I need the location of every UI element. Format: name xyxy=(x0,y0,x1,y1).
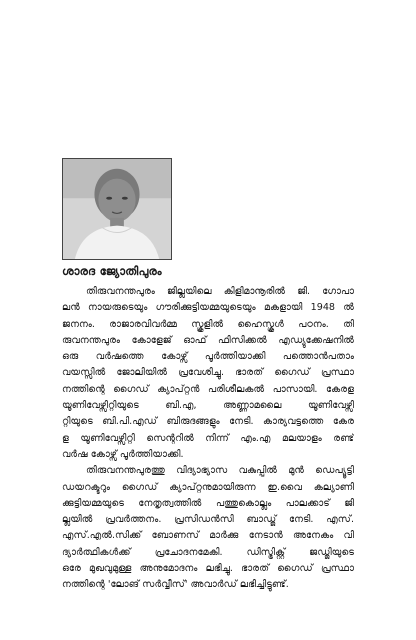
bio-line: ഡയറക്ടറും ഗൈഡ് ക്യാപ്റ്റനുമായിരുന്ന ഇ.വൈ കല്യാണി xyxy=(62,481,354,493)
bio-line: നത്തിന്റെ 'ലോങ് സർവ്വീസ്' അവാർഡ് ലഭിച്ചിട്ടുണ്ട്. xyxy=(62,579,289,591)
bio-line: നത്തിന്റെ ഗൈഡ് ക്യാപ്റ്റൻ പരിശീലകൽ പാസായി. കേരള xyxy=(62,383,354,395)
bio-line: റ്റിയുടെ ബി.പി.എഡ് ബിരുദങ്ങളും നേടി. കാര്യവട്ടത്തെ കേര xyxy=(62,416,354,428)
bio-line: ലൻ നായരുടെയും ഗൗരിക്കുട്ടിയമ്മയുടെയും മകളായി 1948 ൽ xyxy=(62,302,354,314)
bio-line: വർഷ കോഴ്സ് പൂർത്തിയാക്കി. xyxy=(62,448,184,460)
bio-line: തിരുവനന്തപുരം ജില്ലയിലെ കിളിമാനൂരിൽ ജി. ഗോപാ xyxy=(86,286,354,297)
bio-line: ജനനം. രാജാരവിവർമ്മ സ്കൂളിൽ ഹൈസ്കൂൾ പഠനം. തി xyxy=(62,318,354,330)
bio-line: യൂണിവേഴ്സിറ്റിയുടെ ബി.എ, അണ്ണാമലൈ യൂണിവേഴ്സി xyxy=(62,400,354,412)
bio-line: രുവനന്തപുരം കോളേജ് ഓഫ് ഫിസിക്കൽ എഡ്യുക്കേഷനിൽ xyxy=(62,334,354,346)
bio-line: എസ്.എൽ.സിക്ക് ബോണസ് മാർക്കു നേടാൻ അനേകം വി xyxy=(62,530,354,542)
author-name: ശാരദ ജ്യോതിപുരം xyxy=(62,264,162,278)
bio-line: വയസ്സിൽ ജോലിയിൽ പ്രവേശിച്ചു. ഭാരത് ഗൈഡ് പ്രസ്ഥാ xyxy=(62,367,354,379)
bio-line: തിരുവനന്തപുരത്തു വിദ്യാഭ്യാസ വകുപ്പിൽ മുൻ ഡെപ്യൂട്ടി xyxy=(86,465,354,477)
bio-line: ദ്യാർത്ഥികൾക്ക് പ്രചോദനമേകി. ഡിസ്ട്രിക്റ്റ് ജഡ്ജിയുടെ xyxy=(62,546,354,558)
bio-line: ക്കുട്ടിയമ്മയുടെ നേതൃത്വത്തിൽ പത്തുകൊല്ലം പാലക്കാട് ജി xyxy=(62,497,354,509)
author-photo xyxy=(62,158,172,260)
bio-line: ല്ലയിൽ പ്രവർത്തനം. പ്രസിഡൻസി ബാഡ്ജ് നേടി. എസ്. xyxy=(62,514,354,526)
bio-line: ഒരു വർഷത്തെ കോഴ്സ് പൂർത്തിയാക്കി പത്തൊൻപതാം xyxy=(62,351,354,363)
bio-line: ള യൂണിവേഴ്സിറ്റി സെന്ററിൽ നിന്ന് എം.എ മലയാളം രണ്ട് xyxy=(62,432,354,444)
bio-text xyxy=(62,284,354,594)
bio-line: ഒരേ മുഖവുമുള്ള അനുമോദനം ലഭിച്ചു. ഭാരത് ഗൈഡ് പ്രസ്ഥാ xyxy=(62,563,354,575)
